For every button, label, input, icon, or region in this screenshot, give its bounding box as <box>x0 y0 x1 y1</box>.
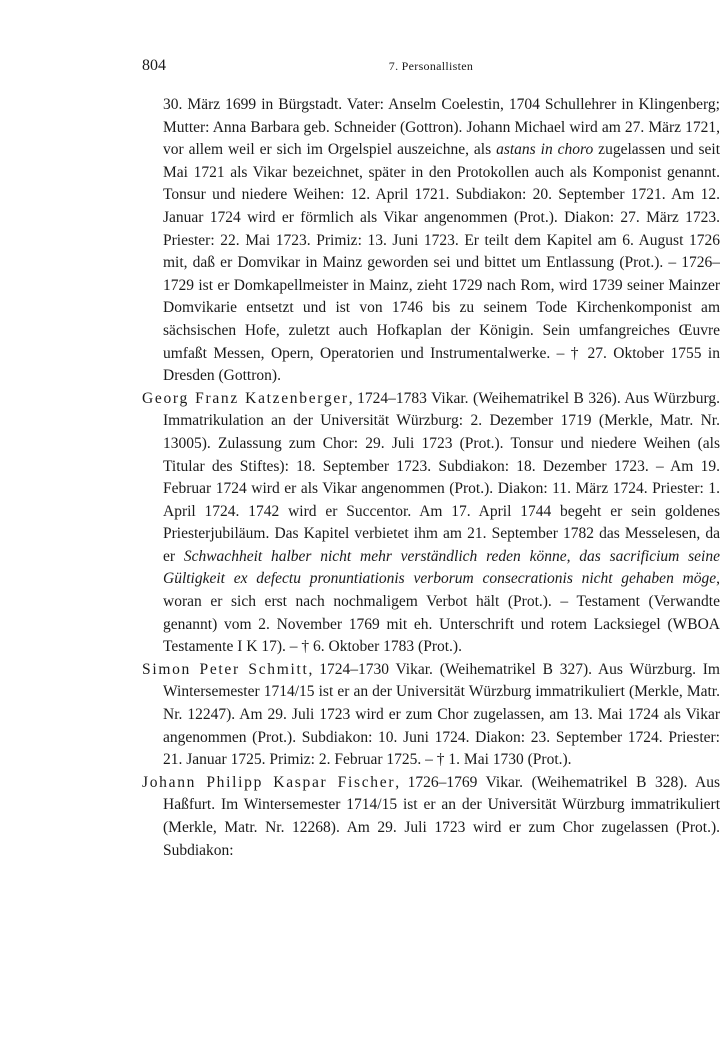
entry-fischer <box>142 772 720 862</box>
latin-phrase: astans in choro <box>496 141 594 159</box>
entry-katzenberger <box>142 388 720 659</box>
entry-continuation <box>142 94 720 388</box>
quoted-protocol: Schwachheit halber nicht mehr verständlich reden könne, das sacrificium seine Gültigkeit ex defectu pronuntiationis verborum consecrationis nicht gehaben möge <box>163 547 720 588</box>
page-body <box>142 94 720 862</box>
entry-text: , 1726–1769 Vikar. (Weihematrikel B 328). Aus Haßfurt. Im Wintersemester 1714/15 ist er an der Universität Würzburg immatrikuliert (Merkle, Matr. Nr. 12268). Am 29. Juli 1723 wird er zum Chor zugelassen (Prot.). Subdiakon: <box>163 773 720 859</box>
entry-text: , 1724–1783 Vikar. (Weihematrikel B 326). Aus Würzburg. Immatrikulation an der Universität Würzburg: 2. Dezember 1719 (Merkle, Matr. Nr. 13005). Zulassung zum Chor: 29. Juli 1723 (Prot.). Tonsur und niedere Weihen (als Titular des Stiftes): 18. September 1723. Subdiakon: 18. Dezember 1723. – Am 19. Februar 1724 wird er als Vikar angenommen (Prot.). Diakon: 11. März 1724. Priester: 1. April 1724. 1742 wird er Succentor. Am 17. April 1744 begeht er sein goldenes Priesterjubiläum. Das Kapitel verbietet ihm am 21. September 1782 das Messelesen, da er <box>163 389 720 565</box>
entry-text-continued: , woran er sich erst nach nochmaligem Verbot hält (Prot.). – Testament (Verwandte genannt) vom 2. November 1769 mit eh. Unterschrift und rotem Lacksiegel (WBOA Testamente I K 17). – † 6. Oktober 1783 (Prot.). <box>163 570 720 656</box>
entry-name: Simon Peter Schmitt <box>142 660 309 678</box>
entry-name: Johann Philipp Kaspar Fischer <box>142 773 396 791</box>
entry-text: , 1724–1730 Vikar. (Weihematrikel B 327). Aus Würzburg. Im Wintersemester 1714/15 ist er an der Universität Würzburg immatrikuliert (Merkle, Matr. Nr. 12247). Am 29. Juli 1723 wird er zum Chor zugelassen, am 13. Mai 1724 als Vikar angenommen (Prot.). Subdiakon: 10. Juni 1724. Diakon: 23. September 1724. Priester: 21. Januar 1725. Primiz: 2. Februar 1725. – † 1. Mai 1730 (Prot.). <box>163 660 720 769</box>
entry-text: 30. März 1699 in Bürgstadt. Vater: Anselm Coelestin, 1704 Schullehrer in Klingenberg; Mutter: Anna Barbara geb. Schneider (Gottron). Johann Michael wird am 27. März 1721, vor allem weil er sich im Orgelspiel auszeichne, als <box>163 96 720 159</box>
page-number: 804 <box>142 57 166 74</box>
page-header <box>142 57 720 79</box>
entry-schmitt <box>142 659 720 772</box>
entry-text-continued: zugelassen und seit Mai 1721 als Vikar bezeichnet, später in den Protokollen auch als Komponist genannt. Tonsur und niedere Weihen: 12. April 1721. Subdiakon: 20. September 1721. Am 12. Januar 1724 wird er förmlich als Vikar angenommen (Prot.). Diakon: 27. März 1723. Priester: 22. Mai 1723. Primiz: 13. Juni 1723. Er teilt dem Kapitel am 6. August 1726 mit, daß er Domvikar in Mainz geworden sei und bittet um Entlassung (Prot.). – 1726–1729 ist er Domkapellmeister in Mainz, zieht 1729 nach Rom, wird 1739 seiner Mainzer Domvikarie entsetzt und ist von 1746 bis zu seinem Tode Kirchenkomponist am sächsischen Hofe, zuletzt auch Hofkaplan der Königin. Sein umfangreiches Œuvre umfaßt Messen, Opern, Operatorien und Instrumentalwerke. – † 27. Oktober 1755 in Dresden (Gottron). <box>163 141 720 385</box>
running-title: 7. Personallisten <box>388 59 474 73</box>
entry-name: Georg Franz Katzenberger <box>142 389 349 407</box>
